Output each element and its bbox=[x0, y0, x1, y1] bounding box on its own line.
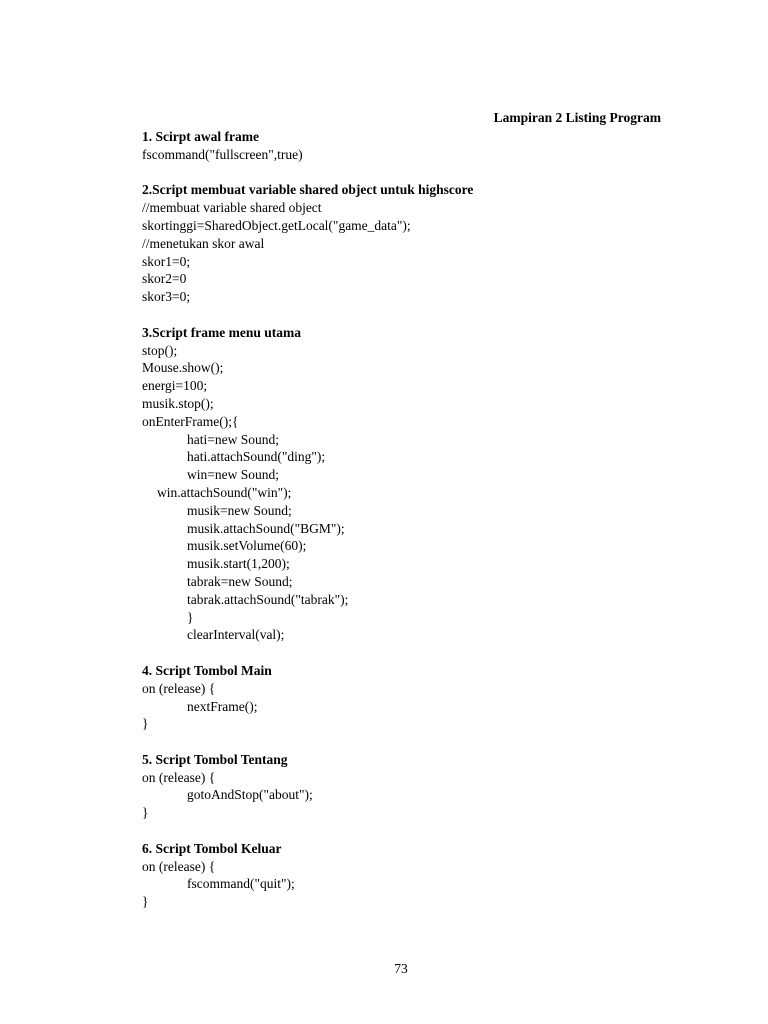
code-line: //membuat variable shared object bbox=[142, 200, 322, 216]
code-line: hati.attachSound("ding"); bbox=[187, 449, 326, 465]
code-line: tabrak=new Sound; bbox=[187, 573, 293, 589]
code-line: } bbox=[142, 805, 149, 821]
code-line: onEnterFrame();{ bbox=[142, 413, 239, 429]
section-4 bbox=[142, 662, 682, 733]
code-line: Mouse.show(); bbox=[142, 360, 224, 376]
section-5 bbox=[142, 751, 682, 822]
section-heading: 5. Script Tombol Tentang bbox=[142, 751, 288, 767]
section-heading: 6. Script Tombol Keluar bbox=[142, 840, 282, 856]
section-heading: 3.Script frame menu utama bbox=[142, 324, 301, 340]
section-heading: 1. Scirpt awal frame bbox=[142, 129, 259, 144]
code-line: } bbox=[142, 894, 149, 910]
code-line: win=new Sound; bbox=[187, 467, 279, 483]
code-line: fscommand("fullscreen",true) bbox=[142, 146, 303, 162]
code-line: on (release) { bbox=[142, 769, 216, 785]
section-6 bbox=[142, 840, 682, 911]
code-line: fscommand("quit"); bbox=[187, 876, 295, 892]
listing-body bbox=[142, 128, 682, 929]
code-line: hati=new Sound; bbox=[187, 431, 279, 447]
code-line: nextFrame(); bbox=[187, 698, 258, 714]
code-line: skor3=0; bbox=[142, 289, 191, 305]
code-line: skor2=0 bbox=[142, 271, 187, 287]
section-3 bbox=[142, 324, 682, 644]
appendix-title: Lampiran 2 Listing Program bbox=[493, 110, 661, 125]
code-line: musik.start(1,200); bbox=[187, 556, 290, 572]
code-line: musik.setVolume(60); bbox=[187, 538, 307, 554]
code-line: musik.stop(); bbox=[142, 395, 214, 411]
code-line: on (release) { bbox=[142, 680, 216, 696]
code-line: gotoAndStop("about"); bbox=[187, 787, 313, 803]
code-line: on (release) { bbox=[142, 858, 216, 874]
code-line: energi=100; bbox=[142, 378, 208, 394]
code-line: tabrak.attachSound("tabrak"); bbox=[187, 591, 349, 607]
section-2 bbox=[142, 181, 682, 306]
code-line: } bbox=[187, 609, 194, 625]
section-heading: 2.Script membuat variable shared object untuk highscore bbox=[142, 182, 474, 198]
code-line: //menetukan skor awal bbox=[142, 235, 265, 251]
page-number: 73 bbox=[394, 961, 408, 976]
code-line: win.attachSound("win"); bbox=[157, 484, 292, 500]
code-line: musik=new Sound; bbox=[187, 502, 292, 518]
code-line: musik.attachSound("BGM"); bbox=[187, 520, 345, 536]
code-line: clearInterval(val); bbox=[187, 627, 285, 643]
section-heading: 4. Script Tombol Main bbox=[142, 662, 272, 678]
section-1 bbox=[142, 128, 682, 164]
code-line: skortinggi=SharedObject.getLocal("game_data"); bbox=[142, 217, 411, 233]
code-line: skor1=0; bbox=[142, 253, 191, 269]
code-line: } bbox=[142, 716, 149, 732]
code-line: stop(); bbox=[142, 342, 178, 358]
